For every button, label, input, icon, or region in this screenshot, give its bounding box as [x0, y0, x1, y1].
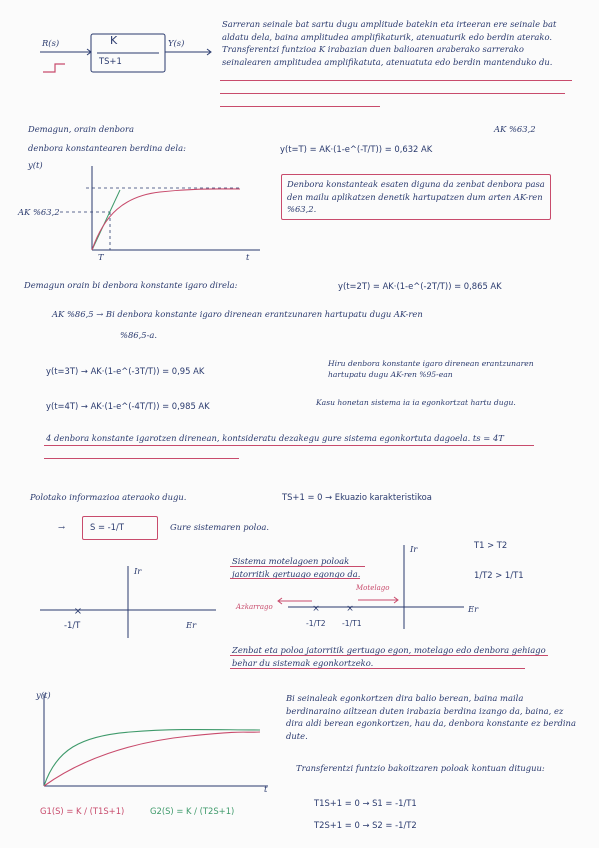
graph3-bottom: Zenbat eta poloa jatorritik gertuago egon, motelago edo denbora gehiago behar du sistemak egonkortzeko. [232, 645, 546, 668]
section2-bullet: Demagun orain bi denbora konstante igaro direla: [24, 280, 238, 290]
section1-formula: y(t=T) = AK·(1-e^(-T/T)) = 0,632 AK [280, 144, 433, 154]
svg-text:×: × [312, 604, 320, 614]
section3-eq: TS+1 = 0 → Ekuazio karakteristikoa [282, 492, 432, 502]
output-label: Y(s) [168, 38, 185, 48]
graph3-p1: -1/T1 [342, 619, 362, 628]
conclusion-underline-2 [44, 458, 239, 459]
section3-bullet: Polotako informazioa ateraoko dugu. [30, 492, 187, 502]
graph4-plot [20, 690, 270, 800]
graph3-bottom-underline-1 [230, 655, 548, 656]
graph3-bottom-underline-2 [230, 668, 525, 669]
section2-formula: y(t=2T) = AK·(1-e^(-2T/T)) = 0,865 AK [338, 281, 502, 291]
section1-note: Denbora konstanteak esaten diguna da zenbat denbora pasa den mailu aplikatzen denetik hartupatzen dum arten AK-ren %63,2. [287, 179, 545, 214]
section2-line2b: %86,5-a. [120, 330, 158, 340]
svg-text:×: × [73, 606, 83, 617]
final-paragraph: Bi seinaleak egonkortzen dira balio berean, baina maila berdinaraino ailtzean duten irabazia berdina izango da, baina, ez dira aldi berean egonkortzen, hau da, denbora konstante ez berdina dute. [286, 693, 576, 741]
section2-conclusion: 4 denbora konstante igarotzen direnean, kontsideratu dezakegu gure sistema egonkortuta dagoela. ts = 4T [46, 433, 504, 443]
section2-f4-note: Kasu honetan sistema ia ia egonkortzat hartu dugu. [316, 398, 516, 407]
graph1-tick: T [98, 252, 104, 262]
section1-line2: denbora konstantearen berdina dela: [28, 143, 186, 153]
graph3-slower: Motelago [356, 584, 390, 592]
final-tf: Transferentzi funtzio bakoitzaren poloak kontuan dituguu: [296, 763, 545, 773]
svg-text:×: × [346, 604, 354, 614]
block-diagram-drawing [35, 28, 235, 98]
graph4-g2: G2(S) = K / (T2S+1) [150, 806, 235, 816]
section2-f3-note: Hiru denbora konstante igaro direnean erantzunaren hartupatu dugu AK-ren %95-ean [328, 359, 534, 379]
section2-f3: y(t=3T) → AK·(1-e^(-3T/T)) = 0,95 AK [46, 366, 205, 376]
section1-side-note: AK %63,2 [494, 124, 536, 134]
graph4-ylabel: y(t) [36, 690, 51, 700]
graph3-p2: -1/T2 [306, 619, 326, 628]
graph3-note: Sistema motelagoen poloak jatorritik gertuago egongo da. [232, 556, 361, 579]
section2-f4: y(t=4T) → AK·(1-e^(-4T/T)) = 0,985 AK [46, 401, 210, 411]
final-p1: T1S+1 = 0 → S1 = -1/T1 [314, 798, 417, 808]
intro-underline-3 [220, 106, 380, 107]
final-p2: T2S+1 = 0 → S2 = -1/T2 [314, 820, 417, 830]
tf-numerator: K [110, 34, 118, 47]
pole-arrow: → [58, 522, 66, 532]
pole-note: Gure sistemaren poloa. [170, 522, 270, 532]
comparison-line1: T1 > T2 [474, 540, 508, 550]
graph1-xlabel: t [246, 252, 250, 262]
section2-line2a: AK %86,5 → Bi denbora konstante igaro direnean erantzunaren hartupatu dugu AK-ren [52, 309, 423, 319]
graph2-re: Er [186, 620, 197, 630]
graph2-plot [40, 566, 220, 646]
graph3-re: Er [468, 604, 479, 614]
graph4-xlabel: t [264, 784, 268, 794]
graph4-g1: G1(S) = K / (T1S+1) [40, 806, 125, 816]
graph2-im: Ir [134, 566, 142, 576]
graph2-pole: -1/T [64, 620, 81, 630]
intro-underline-2 [220, 93, 565, 94]
tf-denominator: TS+1 [99, 56, 122, 66]
pole-formula: S = -1/T [90, 522, 124, 532]
graph3-faster: Azkarrago [236, 603, 273, 611]
conclusion-underline-1 [44, 445, 534, 446]
comparison-line2: 1/T2 > 1/T1 [474, 570, 524, 580]
graph1-ylabel: y(t) [28, 160, 43, 170]
graph3-im: Ir [410, 544, 418, 554]
graph1-marker: AK %63,2 [18, 207, 60, 217]
section1-bullet: Demagun, orain denbora [28, 124, 134, 134]
intro-paragraph: Sarreran seinale bat sartu dugu amplitude batekin eta irteeran ere seinale bat aldatu dela, baina amplitudea amplifikaturik, atenuaturik edo berdin aterako. Transferentzi funtzioa K irabazian duen balioaren araberako sarrerako seinalearen amplitudea amplifikatuta, atenuatuta edo berdin mantenduko du. [222, 19, 557, 67]
input-label: R(s) [42, 38, 60, 48]
intro-underline-1 [220, 80, 572, 81]
